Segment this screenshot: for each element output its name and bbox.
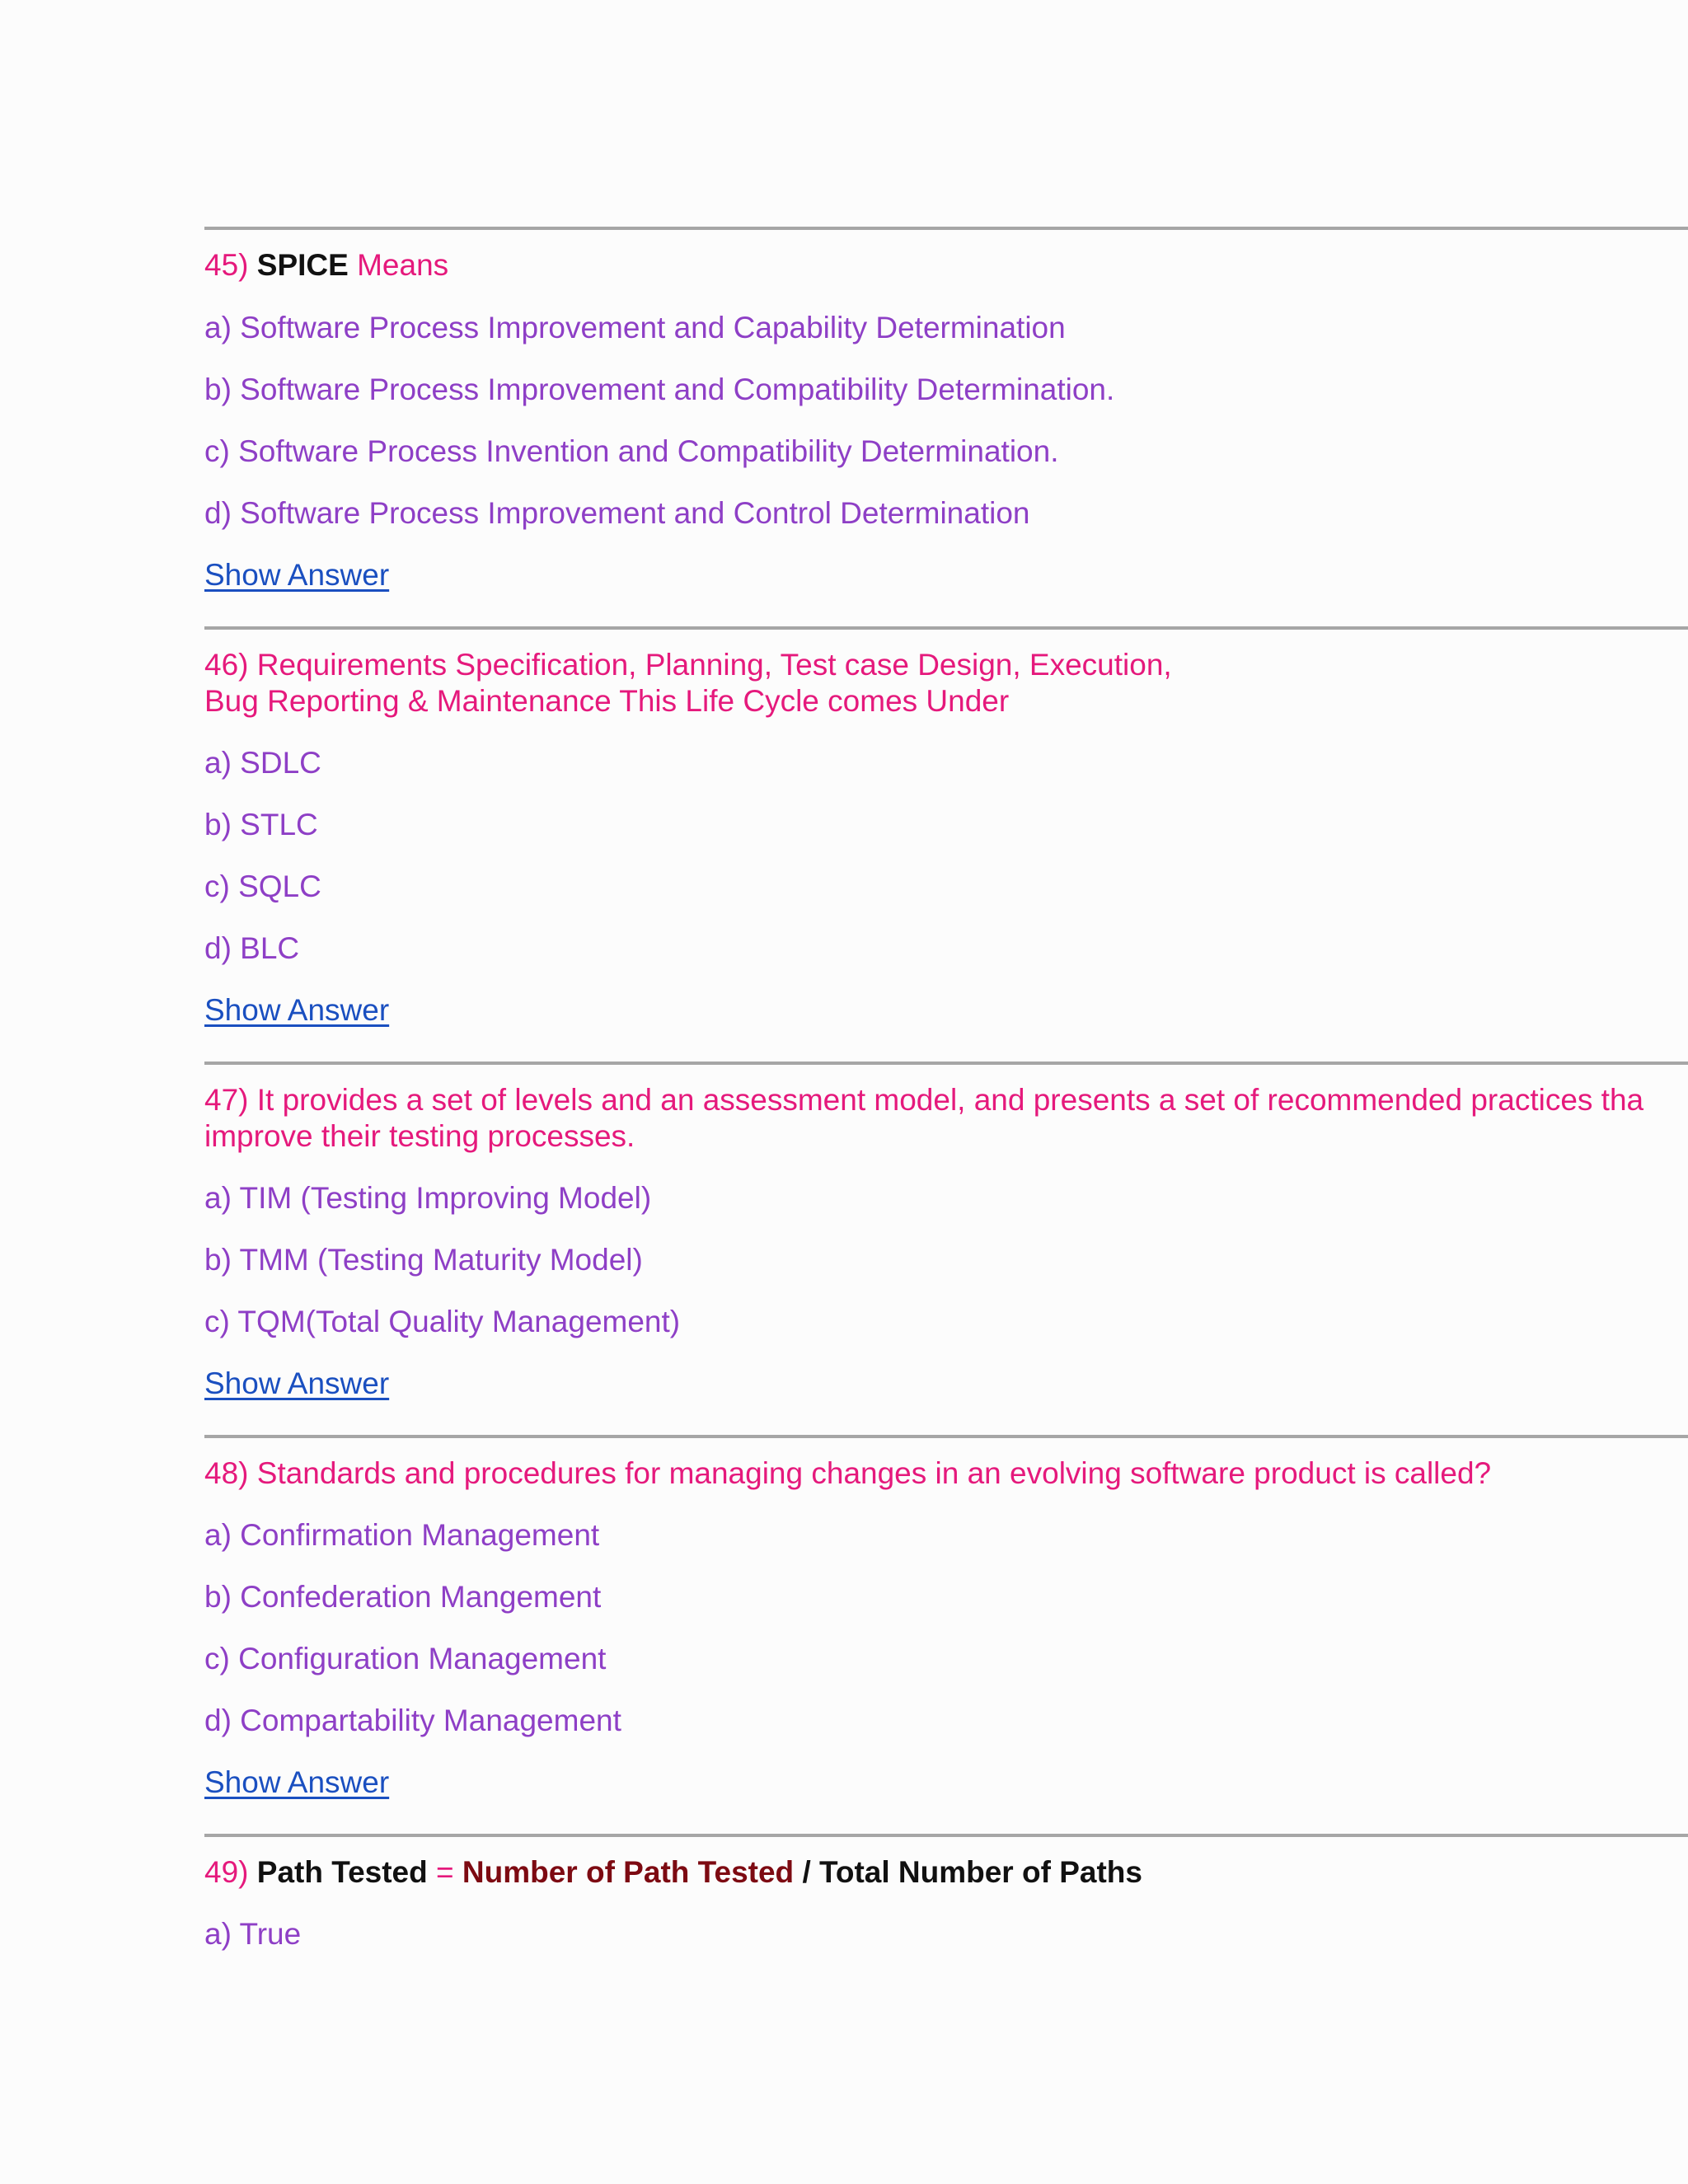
option-a: a) Software Process Improvement and Capability Determination — [204, 311, 1066, 344]
question-48-title — [204, 1455, 1491, 1492]
show-answer-link[interactable]: Show Answer — [204, 1765, 390, 1799]
formula-term: Path Tested — [256, 1855, 428, 1889]
option-b: b) STLC — [204, 808, 318, 841]
option-a: a) True — [204, 1917, 302, 1951]
question-number: 49) — [204, 1855, 249, 1889]
option-c: c) Software Process Invention and Compatibility Determination. — [204, 434, 1059, 468]
question-number: 45) — [204, 248, 249, 282]
option-d: d) Software Process Improvement and Control Determination — [204, 496, 1030, 530]
show-answer-link[interactable]: Show Answer — [204, 1366, 390, 1400]
formula-numerator: Number of Path Tested — [462, 1855, 795, 1889]
question-text-line-1: Requirements Specification, Planning, Test case Design, Execution, — [256, 648, 1172, 682]
option-c: c) TQM(Total Quality Management) — [204, 1305, 681, 1338]
question-text: Means — [357, 248, 449, 282]
formula-equals: = — [436, 1855, 454, 1889]
show-answer-link[interactable]: Show Answer — [204, 558, 390, 592]
option-a: a) SDLC — [204, 746, 321, 780]
question-text-line-1: It provides a set of levels and an assessment model, and presents a set of recommended practices tha — [256, 1083, 1644, 1117]
option-c: c) SQLC — [204, 869, 321, 903]
divider — [204, 1062, 1688, 1065]
question-number: 47) — [204, 1083, 249, 1117]
option-b: b) TMM (Testing Maturity Model) — [204, 1243, 643, 1277]
divider — [204, 1435, 1688, 1438]
question-number: 48) — [204, 1456, 249, 1490]
question-text: Standards and procedures for managing changes in an evolving software product is called? — [256, 1456, 1492, 1490]
option-b: b) Confederation Mangement — [204, 1580, 602, 1614]
question-term: SPICE — [256, 248, 349, 282]
question-number: 46) — [204, 648, 249, 682]
divider — [204, 227, 1688, 230]
show-answer-link[interactable]: Show Answer — [204, 993, 390, 1027]
option-d: d) Compartability Management — [204, 1704, 621, 1737]
question-49-title — [204, 1854, 1142, 1891]
divider — [204, 626, 1688, 630]
question-46-title — [204, 647, 1172, 683]
question-45-title — [204, 247, 448, 284]
formula-denominator: / Total Number of Paths — [802, 1855, 1142, 1889]
question-47-title — [204, 1082, 1643, 1118]
option-d: d) BLC — [204, 931, 300, 965]
option-c: c) Configuration Management — [204, 1642, 607, 1675]
option-b: b) Software Process Improvement and Compatibility Determination. — [204, 373, 1115, 406]
question-47-line-2: improve their testing processes. — [204, 1119, 635, 1153]
divider — [204, 1834, 1688, 1837]
option-a: a) TIM (Testing Improving Model) — [204, 1181, 652, 1215]
question-46-line-2: Bug Reporting & Maintenance This Life Cycle comes Under — [204, 684, 1010, 718]
option-a: a) Confirmation Management — [204, 1518, 600, 1552]
